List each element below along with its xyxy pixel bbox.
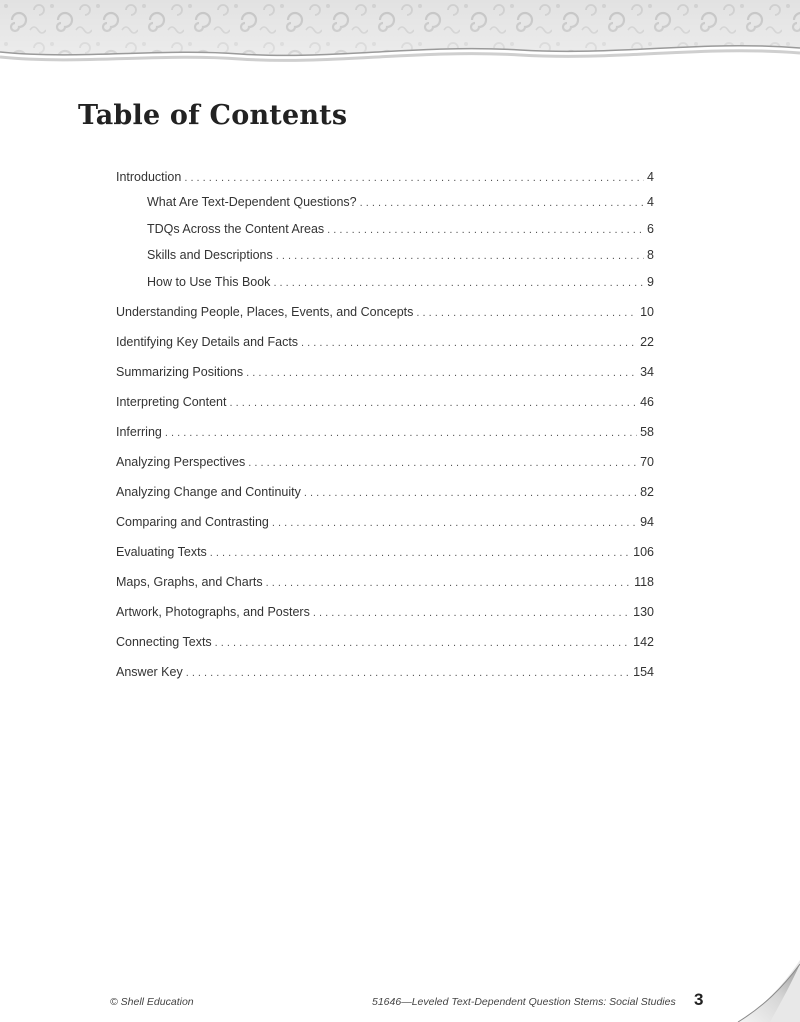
toc-entry bbox=[116, 222, 654, 249]
toc-entry bbox=[116, 170, 654, 195]
toc-entry-page: 46 bbox=[640, 394, 654, 409]
toc-entry-page: 10 bbox=[640, 304, 654, 319]
toc-entry bbox=[116, 305, 654, 335]
header-decoration bbox=[0, 0, 800, 75]
toc-entry bbox=[116, 275, 654, 302]
toc-entry-page: 4 bbox=[647, 195, 654, 209]
toc-entry-page: 130 bbox=[633, 604, 654, 619]
toc-entry-label: Inferring bbox=[116, 424, 162, 439]
toc-entry-label: Introduction bbox=[116, 170, 182, 184]
toc-entry-page: 34 bbox=[640, 364, 654, 379]
toc-dot-leader bbox=[304, 487, 637, 499]
swirl-pattern-icon bbox=[0, 0, 800, 75]
toc-dot-leader bbox=[273, 277, 644, 289]
toc-entry-label: Artwork, Photographs, and Posters bbox=[116, 604, 310, 619]
toc-entry-page: 82 bbox=[640, 484, 654, 499]
toc-entry bbox=[116, 365, 654, 395]
toc-entry bbox=[116, 335, 654, 365]
toc-entry-page: 22 bbox=[640, 334, 654, 349]
toc-entry-label: Understanding People, Places, Events, and Concepts bbox=[116, 304, 414, 319]
toc-dot-leader bbox=[327, 224, 644, 236]
toc-entry bbox=[116, 575, 654, 605]
toc-entry-label: Answer Key bbox=[116, 664, 183, 679]
table-of-contents bbox=[116, 170, 654, 695]
toc-entry bbox=[116, 425, 654, 455]
toc-entry-page: 154 bbox=[633, 664, 654, 679]
toc-dot-leader bbox=[313, 607, 630, 619]
toc-entry-page: 6 bbox=[647, 221, 654, 236]
toc-entry bbox=[116, 545, 654, 575]
toc-dot-leader bbox=[186, 667, 630, 679]
toc-dot-leader bbox=[230, 397, 638, 409]
toc-entry-label: Evaluating Texts bbox=[116, 544, 207, 559]
toc-dot-leader bbox=[266, 577, 631, 589]
toc-entry-label: Connecting Texts bbox=[116, 634, 212, 649]
toc-entry-label: TDQs Across the Content Areas bbox=[147, 221, 325, 236]
toc-entry-page: 106 bbox=[633, 544, 654, 559]
toc-entry-label: Identifying Key Details and Facts bbox=[116, 334, 299, 349]
page-title: Table of Contents bbox=[78, 100, 348, 131]
toc-entry-page: 94 bbox=[640, 514, 654, 529]
toc-entry-label: Interpreting Content bbox=[116, 394, 227, 409]
toc-entry bbox=[116, 665, 654, 695]
toc-dot-leader bbox=[360, 197, 644, 209]
toc-entry-page: 142 bbox=[633, 634, 654, 649]
toc-entry-label: Summarizing Positions bbox=[116, 364, 244, 379]
toc-entry bbox=[116, 455, 654, 485]
footer-publisher: © Shell Education bbox=[110, 996, 194, 1008]
toc-dot-leader bbox=[215, 637, 630, 649]
toc-dot-leader bbox=[246, 367, 637, 379]
toc-entry-page: 70 bbox=[640, 454, 654, 469]
toc-dot-leader bbox=[301, 337, 637, 349]
toc-entry-label: Skills and Descriptions bbox=[147, 248, 273, 262]
toc-entry bbox=[116, 485, 654, 515]
toc-entry-page: 8 bbox=[647, 248, 654, 262]
toc-entry-page: 9 bbox=[647, 274, 654, 289]
toc-entry-label: How to Use This Book bbox=[147, 274, 271, 289]
toc-entry-label: Comparing and Contrasting bbox=[116, 514, 269, 529]
toc-dot-leader bbox=[184, 172, 644, 184]
toc-entry bbox=[116, 605, 654, 635]
toc-entry bbox=[116, 395, 654, 425]
toc-entry bbox=[116, 515, 654, 545]
toc-entry bbox=[116, 248, 654, 275]
toc-dot-leader bbox=[416, 307, 637, 319]
toc-entry-label: What Are Text-Dependent Questions? bbox=[147, 195, 357, 209]
toc-entry-label: Analyzing Change and Continuity bbox=[116, 484, 301, 499]
toc-dot-leader bbox=[272, 517, 637, 529]
toc-entry-label: Maps, Graphs, and Charts bbox=[116, 574, 263, 589]
toc-entry-page: 58 bbox=[640, 424, 654, 439]
toc-entry-page: 118 bbox=[634, 574, 654, 589]
footer-page-number: 3 bbox=[694, 990, 704, 1009]
footer-book-title: 51646—Leveled Text-Dependent Question Stems: Social Studies bbox=[372, 996, 676, 1008]
toc-dot-leader bbox=[165, 427, 637, 439]
toc-dot-leader bbox=[276, 250, 644, 262]
page-curl-icon bbox=[710, 960, 800, 1022]
toc-entry bbox=[116, 635, 654, 665]
toc-entry-label: Analyzing Perspectives bbox=[116, 454, 246, 469]
toc-entry-page: 4 bbox=[647, 170, 654, 184]
toc-dot-leader bbox=[210, 547, 630, 559]
toc-dot-leader bbox=[248, 457, 637, 469]
toc-entry bbox=[116, 195, 654, 222]
